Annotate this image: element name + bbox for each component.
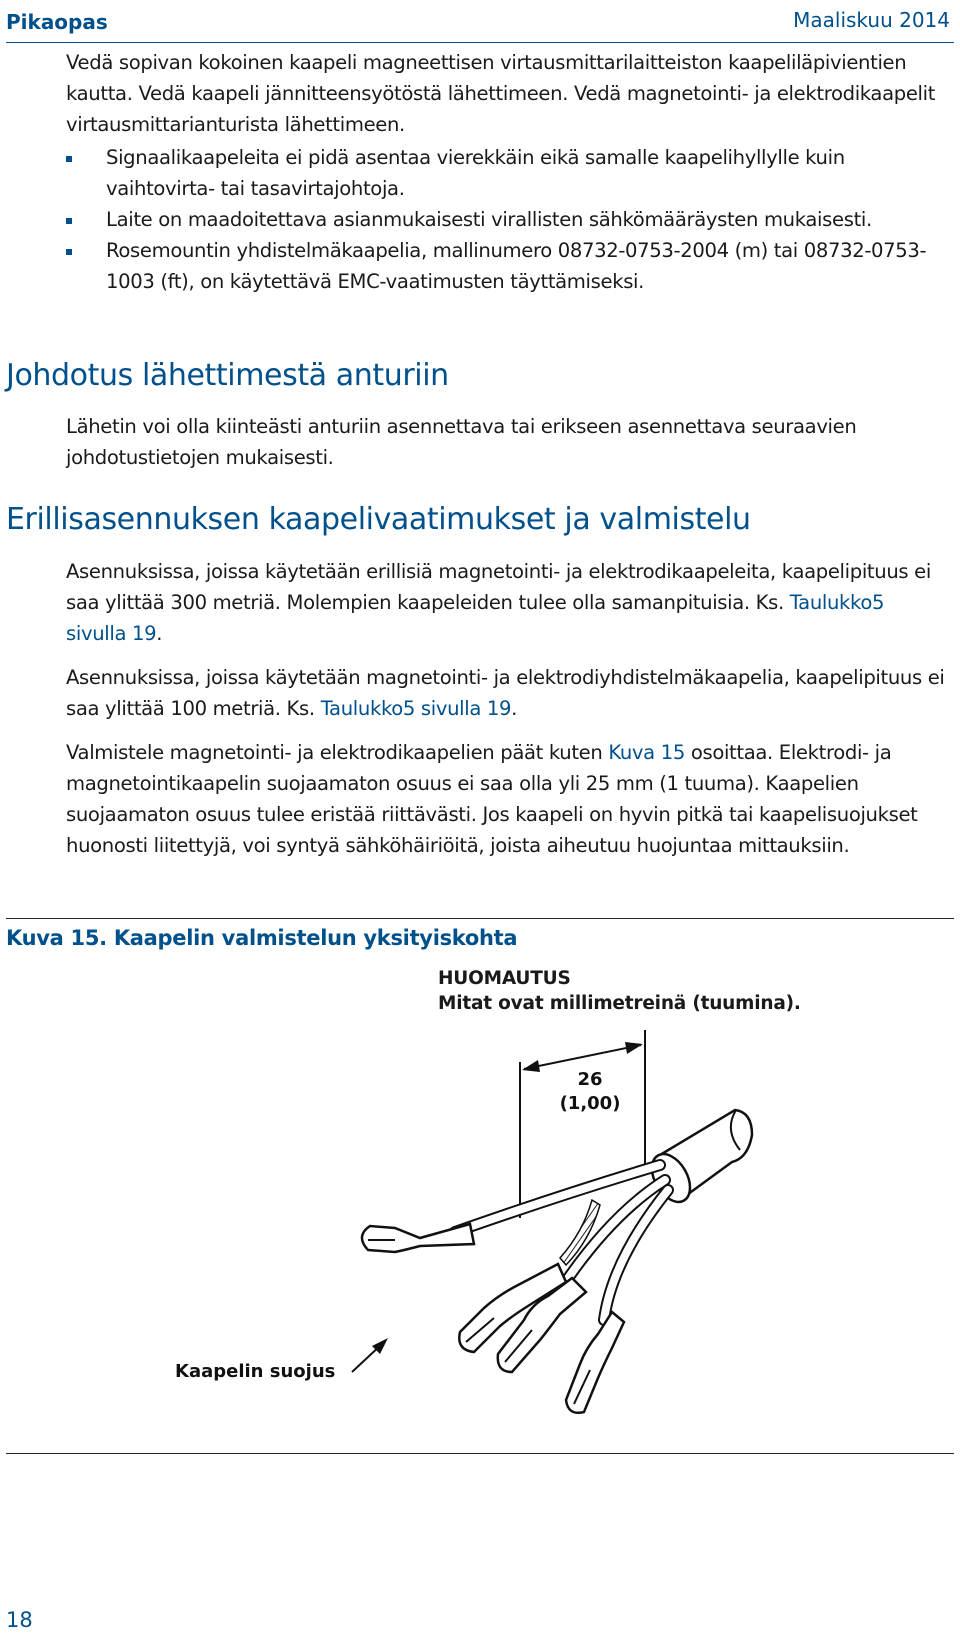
figure-caption: Kuva 15. Kaapelin valmistelun yksityiskohta: [6, 926, 518, 950]
paragraph-text: Asennuksissa, joissa käytetään magnetointi- ja elektrodiyhdistelmäkaapelia, kaapelipituus ei saa ylittää 100 metriä. Ks.: [66, 666, 945, 720]
dimension-value: 26: [577, 1069, 603, 1090]
cable-preparation-figure: [0, 1000, 960, 1480]
list-item-text: Signaalikaapeleita ei pidä asentaa vierekkäin eikä samalle kaapelihyllylle kuin vaihtovirta- tai tasavirtajohtoja.: [106, 146, 845, 200]
paragraph-text: Asennuksissa, joissa käytetään erillisiä magnetointi- ja elektrodikaapeleita, kaapelipituus ei saa ylittää 300 metriä. Molempien kaapeleiden tulee olla samanpituisia. Ks.: [66, 560, 931, 614]
figure-bottom-divider: [6, 1453, 954, 1454]
header-title: Pikaopas: [6, 10, 108, 34]
square-bullet-icon: [66, 156, 72, 162]
paragraph-text: Valmistele magnetointi- ja elektrodikaapelien päät kuten: [66, 741, 603, 764]
figure-top-divider: [6, 918, 954, 919]
paragraph-text: osoittaa. Elektrodi- ja magnetointikaapelin suojaamaton osuus ei saa olla yli 25 mm (1 tuuma). Kaapelien suojaamaton osuus tulee eristää riittävästi. Jos kaapeli on hyvin pitkä tai kaapelisuojukset huonosti liitettyjä, voi syntyä sähköhäiriöitä, joista aiheutuu huojuntaa mittauksiin.: [66, 741, 918, 857]
cable-paragraph-combined: [66, 662, 946, 724]
dimension-inch-value: (1,00): [559, 1093, 621, 1114]
paragraph-end: .: [156, 622, 163, 645]
dimension-arrow-right-icon: [625, 1042, 643, 1054]
list-item: [66, 235, 946, 297]
list-item: [66, 142, 946, 204]
page-number: 18: [6, 1608, 33, 1632]
wiring-paragraph: Lähetin voi olla kiinteästi anturiin asennettava tai erikseen asennettava seuraavien johdotustietojen mukaisesti.: [66, 415, 857, 469]
section-heading-wiring: Johdotus lähettimestä anturiin: [6, 358, 449, 393]
requirements-list: [66, 142, 946, 297]
cable-paragraph-separate: [66, 556, 946, 649]
spade-terminal: [362, 1224, 474, 1252]
table-5-link[interactable]: Taulukko5 sivulla 19: [320, 697, 512, 720]
list-item-text: Laite on maadoitettava asianmukaisesti virallisten sähkömääräysten mukaisesti.: [106, 208, 872, 231]
table-5-link[interactable]: Taulukko5 sivulla 19: [66, 591, 885, 645]
list-item: [66, 204, 946, 235]
square-bullet-icon: [66, 249, 72, 255]
cable-preparation-paragraph: [66, 737, 946, 861]
spade-terminal: [566, 1312, 624, 1413]
header-divider: [6, 42, 954, 43]
list-item-text: Rosemountin yhdistelmäkaapelia, mallinumero 08732-0753-2004 (m) tai 08732-0753-1003 (ft), on käytettävä EMC-vaatimusten täyttämiseksi.: [106, 239, 927, 293]
figure-note-text: Mitat ovat millimetreinä (tuumina).: [438, 993, 801, 1014]
intro-paragraph: Vedä sopivan kokoinen kaapeli magneettisen virtausmittarilaitteiston kaapeliläpivientien kautta. Vedä kaapeli jännitteensyötöstä lähettimeen. Vedä magnetointi- ja elektrodikaapelit virtausmittarianturista lähettimeen.: [66, 51, 936, 136]
cable-shield-callout-label: Kaapelin suojus: [175, 1361, 336, 1382]
section-heading-cable-requirements: Erillisasennuksen kaapelivaatimukset ja valmistelu: [6, 502, 751, 537]
dimension-line: [524, 1045, 641, 1069]
figure-15-link[interactable]: Kuva 15: [608, 741, 685, 764]
header-date: Maaliskuu 2014: [793, 8, 950, 32]
paragraph-end: .: [511, 697, 517, 720]
dimension-arrow-left-icon: [522, 1060, 540, 1072]
figure-note-title: HUOMAUTUS: [438, 968, 571, 989]
square-bullet-icon: [66, 218, 72, 224]
